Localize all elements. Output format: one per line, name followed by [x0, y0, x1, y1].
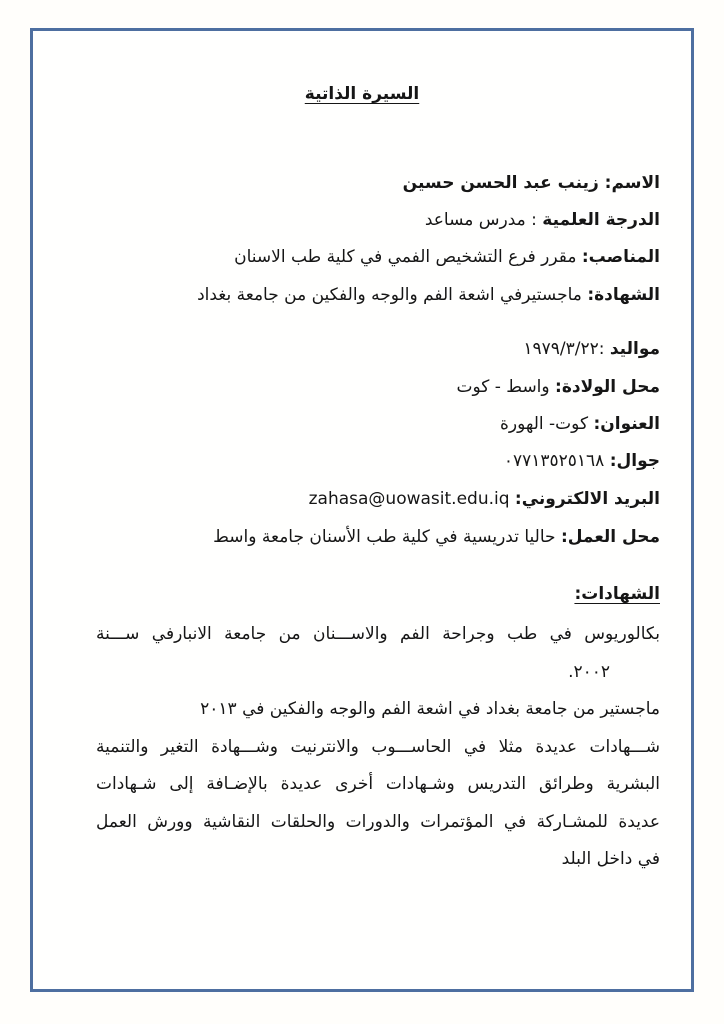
certificates-heading-text: الشهادات:	[574, 584, 660, 604]
certificate-label: الشهادة:	[587, 285, 660, 305]
workplace-value: حاليا تدريسية في كلية طب الأسنان جامعة واسط	[213, 527, 561, 547]
info-row-certificate	[60, 282, 660, 308]
mobile-label: جوال:	[609, 451, 660, 471]
info-row-degree	[60, 207, 660, 233]
personal-row-workplace	[60, 524, 660, 550]
certificates-line-5: البشرية وطرائق التدريس وشـهادات أخرى عديدة بالإضـافة إلى شـهادات	[96, 774, 660, 794]
info-row-name	[60, 170, 660, 196]
positions-label: المناصب:	[581, 247, 660, 267]
email-value: zahasa@uowasit.edu.iq	[308, 489, 515, 509]
birthdate-label: مواليد	[609, 339, 660, 359]
personal-row-email	[60, 486, 660, 512]
certificates-line-2: ٢٠٠٢.	[568, 662, 610, 682]
personal-row-birthplace	[60, 374, 660, 400]
birthdate-value: :١٩٧٩/٣/٢٢	[523, 339, 610, 359]
certificates-line-4: شـــهادات عديدة مثلا في الحاســـوب والانترنيت وشـــهادة التغير والتنمية	[96, 737, 660, 757]
degree-value: : مدرس مساعد	[424, 210, 543, 230]
workplace-label: محل العمل:	[560, 527, 660, 547]
certificates-line-3: ماجستير من جامعة بغداد في اشعة الفم والوجه والفكين في ٢٠١٣	[200, 699, 660, 719]
page-title-text: السيرة الذاتية	[304, 84, 420, 104]
certificates-line-7: في داخل البلد	[561, 849, 660, 869]
personal-row-mobile	[60, 448, 660, 474]
positions-value: مقرر فرع التشخيص الفمي في كلية طب الاسنان	[234, 247, 582, 267]
certificates-line-1: بكالوريوس في طب وجراحة الفم والاســـنان من جامعة الانبارفي ســـنة	[96, 624, 660, 644]
email-label: البريد الالكتروني:	[514, 489, 660, 509]
birthplace-label: محل الولادة:	[555, 377, 660, 397]
info-row-positions	[60, 244, 660, 270]
name-label: الاسم:	[604, 173, 660, 193]
address-label: العنوان:	[593, 414, 660, 434]
address-value: كوت- الهورة	[499, 414, 594, 434]
certificate-value: ماجستيرفي اشعة الفم والوجه والفكين من جامعة بغداد	[197, 285, 588, 305]
certificates-line-6: عديدة للمشـاركة في المؤتمرات والدورات والحلقات النقاشية وورش العمل	[96, 812, 660, 832]
mobile-value: ٠٧٧١٣٥٢٥١٦٨	[503, 451, 610, 471]
name-value: زينب عبد الحسن حسين	[402, 173, 605, 193]
personal-row-birthdate	[60, 336, 660, 362]
personal-row-address	[60, 411, 660, 437]
degree-label: الدرجة العلمية	[542, 210, 660, 230]
birthplace-value: واسط - كوت	[456, 377, 556, 397]
page-title	[0, 84, 724, 104]
certificates-heading	[60, 584, 660, 604]
